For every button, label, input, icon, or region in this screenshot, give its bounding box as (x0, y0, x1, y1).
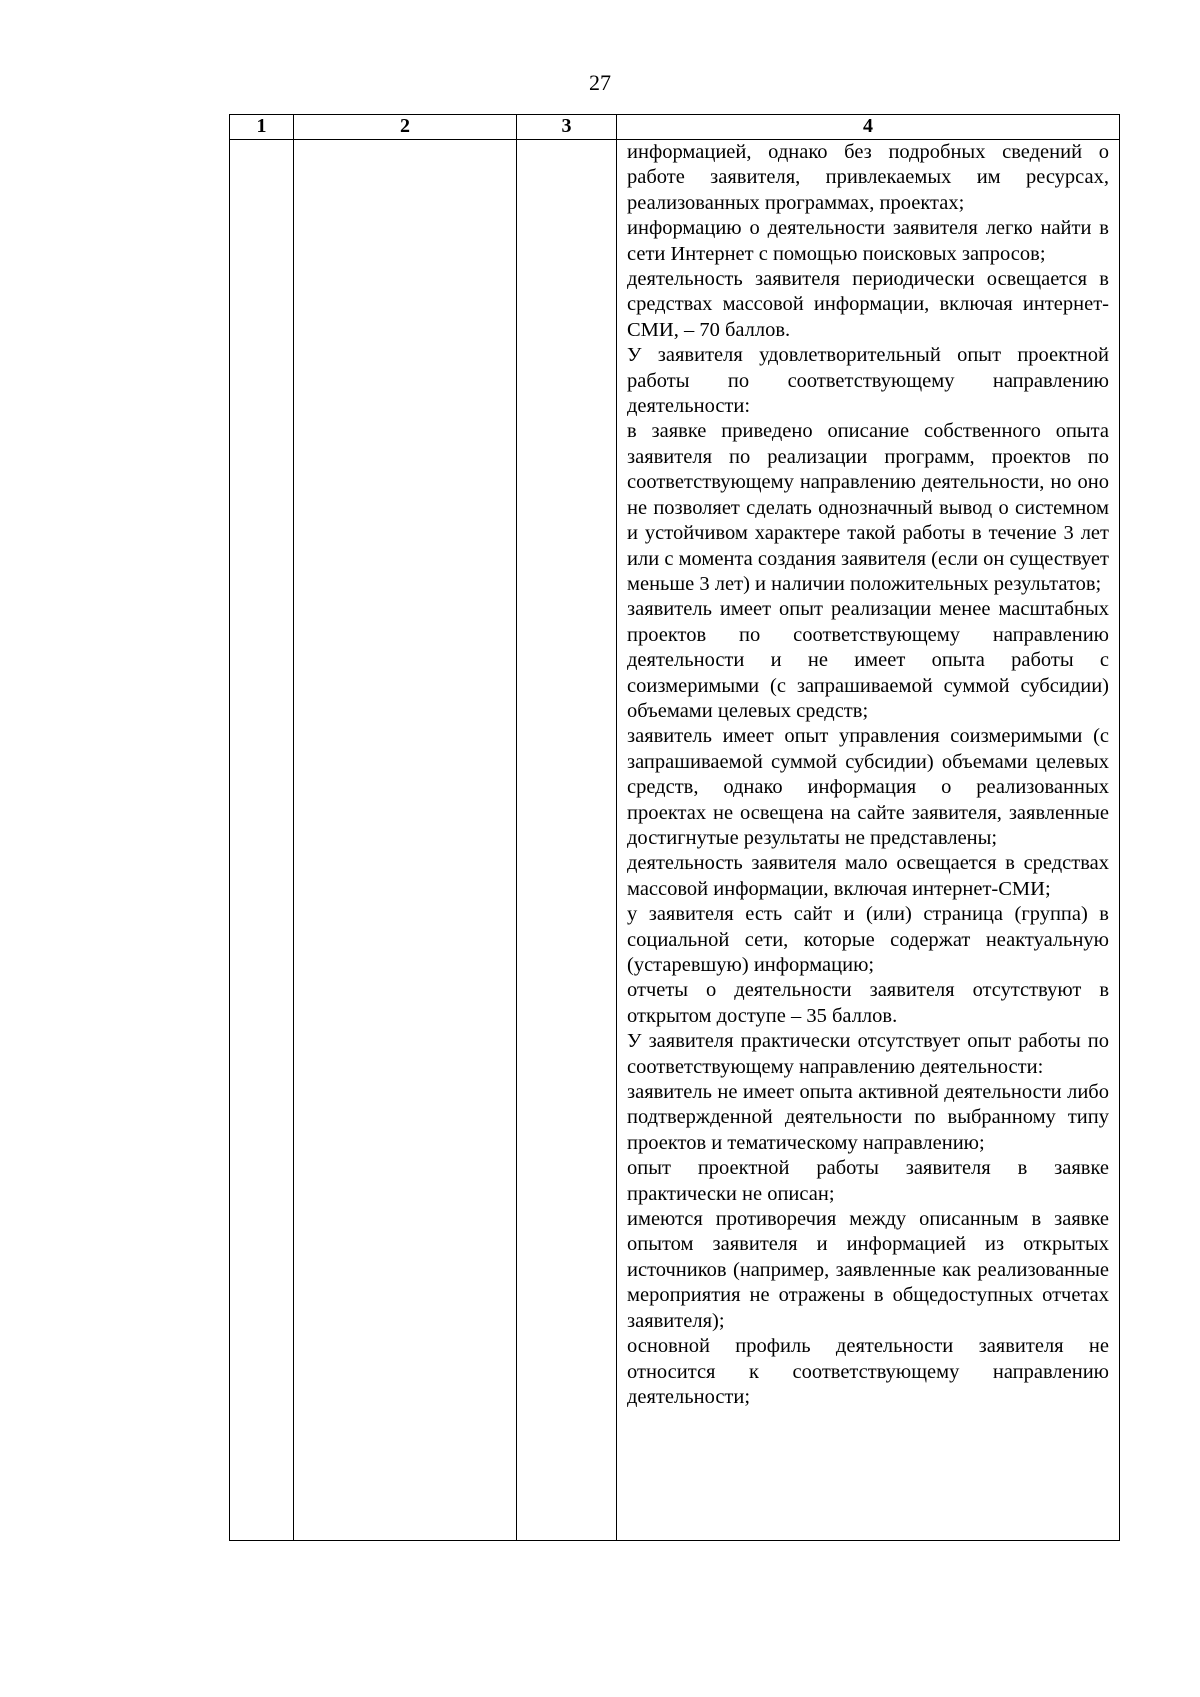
paragraph: У заявителя удовлетворительный опыт проектной работы по соответствующему направлению деятельности: (627, 344, 1109, 418)
column-header-2: 2 (294, 115, 517, 140)
column-header-1: 1 (230, 115, 294, 140)
paragraph: в заявке приведено описание собственного опыта заявителя по реализации программ, проектов по соответствующему направлению деятельности, но оно не позволяет сделать однозначный вывод о системном и устойчивом характере такой работы в течение 3 лет или с момента создания заявителя (если он существует меньше 3 лет) и наличии положительных результатов; (627, 420, 1109, 595)
paragraph: заявитель имеет опыт реализации менее масштабных проектов по соответствующему направлению деятельности и не имеет опыта работы с соизмеримыми (с запрашиваемой суммой субсидии) объемами целевых средств; (627, 598, 1109, 722)
paragraph: заявитель не имеет опыта активной деятельности либо подтвержденной деятельности по выбранному типу проектов и тематическому направлению; (627, 1081, 1109, 1154)
paragraph: имеются противоречия между описанным в заявке опытом заявителя и информацией из открытых источников (например, заявленные как реализованные мероприятия не отражены в общедоступных отчетах заявителя); (627, 1208, 1109, 1332)
paragraph: информацию о деятельности заявителя легко найти в сети Интернет с помощью поисковых запросов; (627, 217, 1109, 265)
paragraph: деятельность заявителя мало освещается в средствах массовой информации, включая интернет-СМИ; (627, 852, 1109, 900)
paragraph: заявитель имеет опыт управления соизмеримыми (с запрашиваемой суммой субсидии) объемами целевых средств, однако информация о реализованных проектах не освещена на сайте заявителя, заявленные достигнутые результаты не представлены; (627, 725, 1109, 849)
paragraph: отчеты о деятельности заявителя отсутствуют в открытом доступе – 35 баллов. (627, 979, 1109, 1027)
table-header-row (230, 115, 1120, 140)
page-number: 27 (589, 70, 611, 95)
criteria-table (229, 114, 1120, 1541)
column-header-4: 4 (617, 115, 1120, 140)
column-header-3: 3 (517, 115, 617, 140)
paragraph: деятельность заявителя периодически освещается в средствах массовой информации, включая интернет-СМИ, – 70 баллов. (627, 268, 1109, 341)
paragraph: опыт проектной работы заявителя в заявке практически не описан; (627, 1157, 1109, 1205)
paragraph: У заявителя практически отсутствует опыт работы по соответствующему направлению деятельности: (627, 1030, 1109, 1078)
paragraph: основной профиль деятельности заявителя не относится к соответствующему направлению деятельности; (627, 1335, 1109, 1408)
cell-col-2 (294, 140, 517, 1541)
cell-col-4 (617, 140, 1120, 1541)
cell-col-1 (230, 140, 294, 1541)
paragraph: у заявителя есть сайт и (или) страница (группа) в социальной сети, которые содержат неактуальную (устаревшую) информацию; (627, 903, 1109, 976)
paragraph: информацией, однако без подробных сведений о работе заявителя, привлекаемых им ресурсах, реализованных программах, проектах; (627, 141, 1109, 214)
cell-col-3 (517, 140, 617, 1541)
table-row (230, 140, 1120, 1541)
